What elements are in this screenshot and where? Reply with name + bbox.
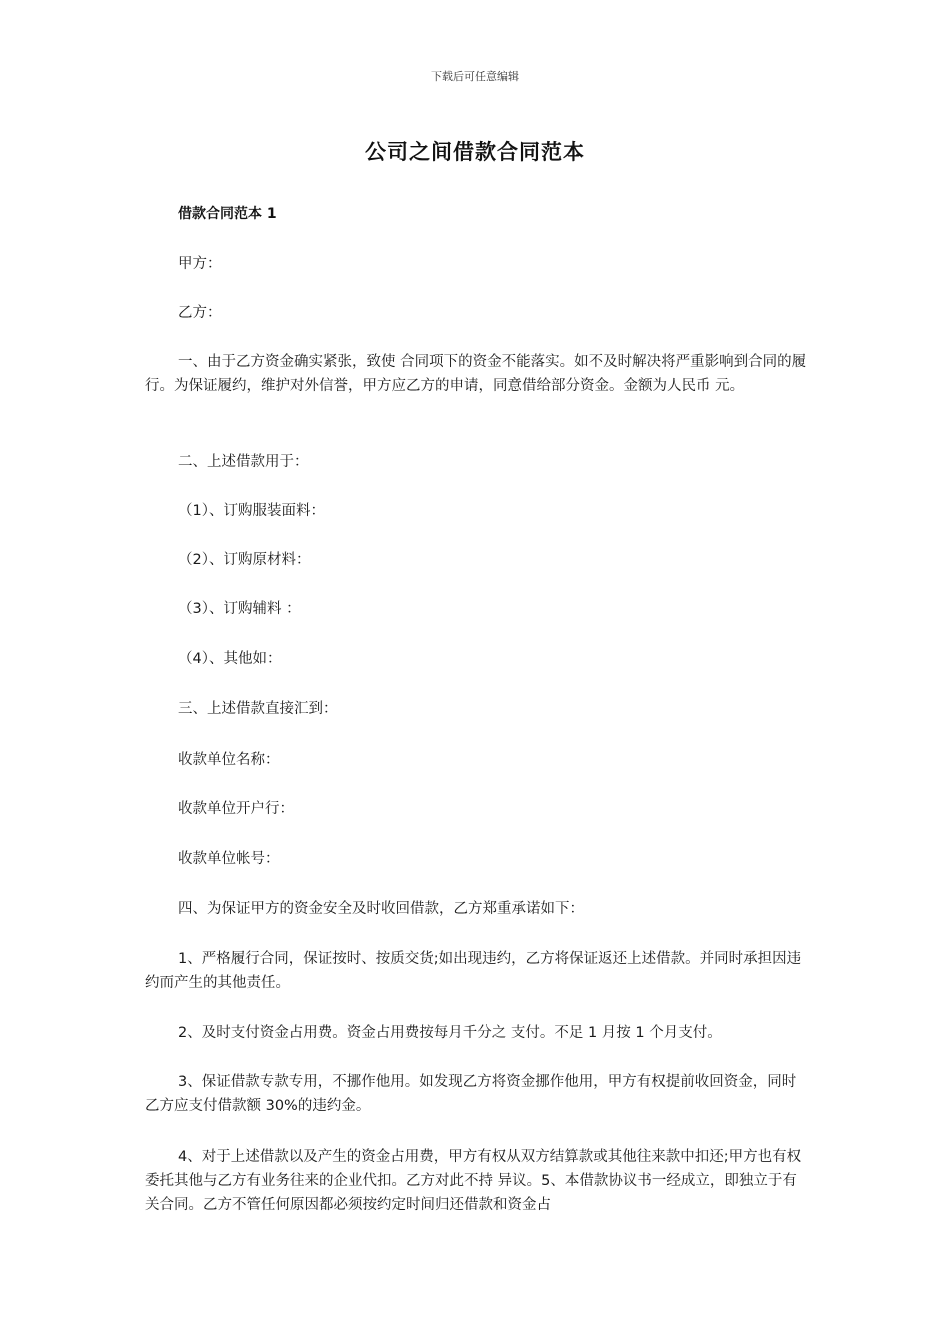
paragraph-clause-3: 三、上述借款直接汇到： xyxy=(178,701,338,717)
paragraph-commitment-3: 3、保证借款专款专用，不挪作他用。如发现乙方将资金挪作他用，甲方有权提前收回资金，同时乙方应支付借款额 30%的违约金。 xyxy=(145,1074,797,1114)
paragraph-payee-name: 收款单位名称： xyxy=(178,752,280,768)
paragraph-purpose-2: （2）、订购原材料： xyxy=(178,552,311,568)
paragraph-purpose-3: （3）、订购辅料 ： xyxy=(178,601,301,617)
paragraph-commitment-1: 1、严格履行合同，保证按时、按质交货;如出现违约，乙方将保证返还上述借款。并同时承担因违约而产生的其他责任。 xyxy=(145,951,802,991)
paragraph-payee-bank: 收款单位开户行： xyxy=(178,801,294,817)
paragraph-party-a: 甲方： xyxy=(178,256,222,272)
paragraph-party-b: 乙方： xyxy=(178,305,222,321)
paragraph-payee-account: 收款单位帐号： xyxy=(178,851,280,867)
paragraph-commitment-4: 4、对于上述借款以及产生的资金占用费，甲方有权从双方结算款或其他往来款中扣还;甲方也有权委托其他与乙方有业务往来的企业代扣。乙方对此不持 异议。5、本借款协议书一经成立，即独立于有关合同。乙方不管任何原因都必须按约定时间归还借款和资金占 xyxy=(145,1149,802,1213)
paragraph-purpose-4: （4）、其他如： xyxy=(178,651,282,667)
page-header-note: 下载后可任意编辑 xyxy=(431,70,519,83)
section-heading: 借款合同范本 1 xyxy=(178,206,277,222)
document-title: 公司之间借款合同范本 xyxy=(365,140,585,164)
paragraph-clause-1: 一、由于乙方资金确实紧张，致使 合同项下的资金不能落实。如不及时解决将严重影响到合同的履行。为保证履约，维护对外信誉，甲方应乙方的申请，同意借给部分资金。金额为人民币 元。 xyxy=(145,354,807,394)
paragraph-commitment-2: 2、及时支付资金占用费。资金占用费按每月千分之 支付。不足 1 月按 1 个月支付。 xyxy=(178,1025,722,1041)
paragraph-clause-2: 二、上述借款用于： xyxy=(178,454,309,470)
paragraph-purpose-1: （1）、订购服装面料： xyxy=(178,503,325,519)
paragraph-clause-4: 四、为保证甲方的资金安全及时收回借款，乙方郑重承诺如下： xyxy=(178,901,584,917)
